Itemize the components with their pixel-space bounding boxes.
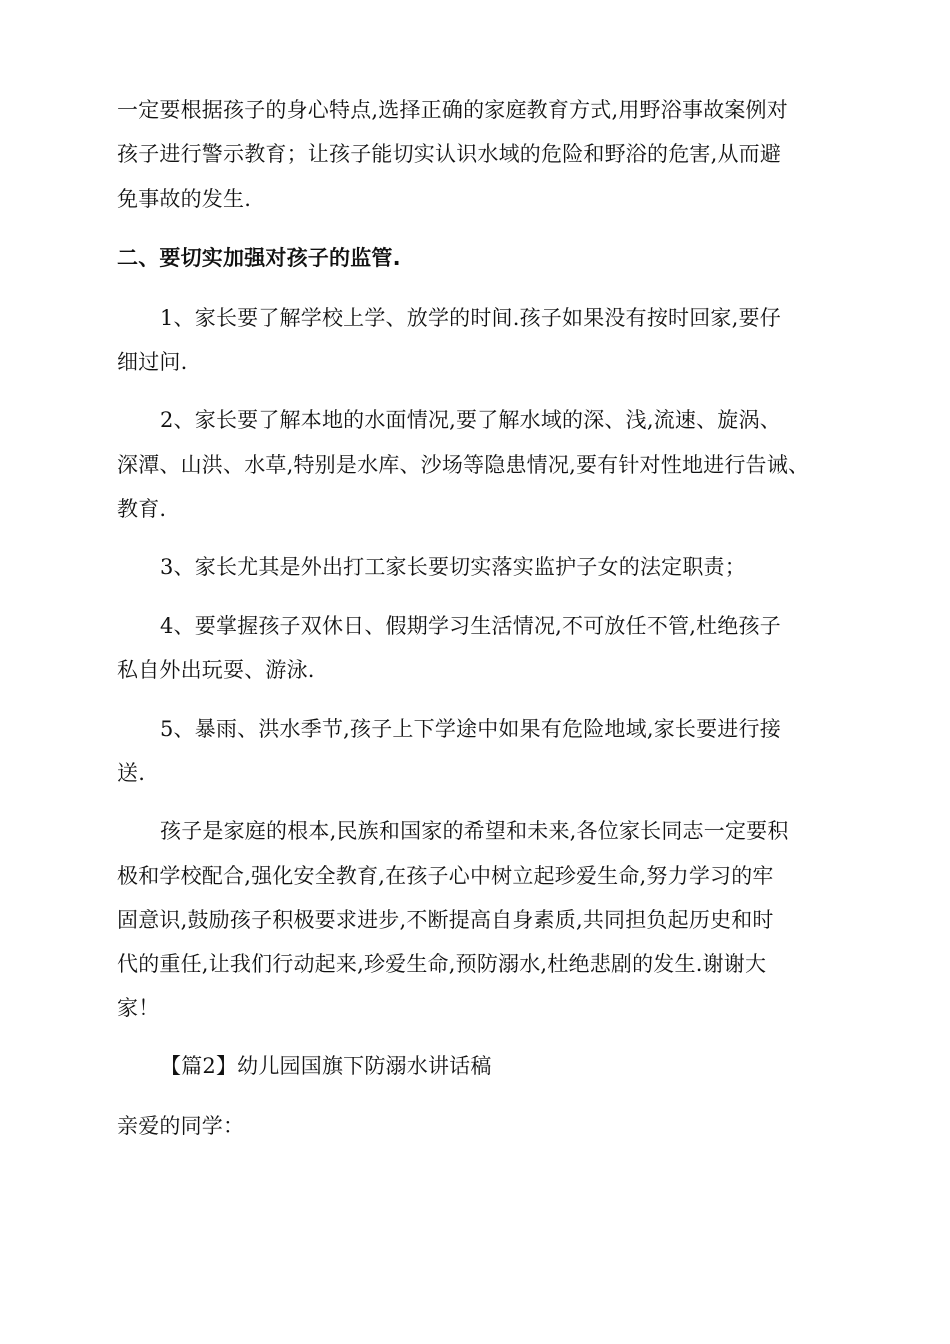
closing-line-1: 孩子是家庭的根本,民族和国家的希望和未来,各位家长同志一定要积 bbox=[160, 819, 789, 843]
intro-line-1: 一定要根据孩子的身心特点,选择正确的家庭教育方式,用野浴事故案例对 bbox=[117, 98, 788, 122]
item1-line-1: 1、家长要了解学校上学、放学的时间.孩子如果没有按时回家,要仔 bbox=[160, 306, 781, 330]
item4-line-1: 4、要掌握孩子双休日、假期学习生活情况,不可放任不管,杜绝孩子 bbox=[160, 614, 781, 638]
closing-line-3: 固意识,鼓励孩子积极要求进步,不断提高自身素质,共同担负起历史和时 bbox=[117, 908, 774, 932]
intro-line-3: 免事故的发生. bbox=[117, 187, 252, 211]
closing-line-4: 代的重任,让我们行动起来,珍爱生命,预防溺水,杜绝悲剧的发生.谢谢大 bbox=[117, 952, 767, 976]
item5-line-1: 5、暴雨、洪水季节,孩子上下学途中如果有危险地域,家长要进行接 bbox=[160, 717, 781, 741]
item5-line-2: 送. bbox=[117, 761, 146, 785]
section-heading: 二、要切实加强对孩子的监管. bbox=[117, 246, 401, 270]
item3-line-1: 3、家长尤其是外出打工家长要切实落实监护子女的法定职责； bbox=[160, 555, 746, 579]
closing-line-2: 极和学校配合,强化安全教育,在孩子心中树立起珍爱生命,努力学习的牢 bbox=[117, 864, 774, 888]
item2-line-2: 深潭、山洪、水草,特别是水库、沙场等隐患情况,要有针对性地进行告诫、 bbox=[117, 453, 810, 477]
closing-line-5: 家！ bbox=[117, 996, 160, 1020]
article2-title: 【篇2】幼儿园国旗下防溺水讲话稿 bbox=[160, 1054, 492, 1078]
item1-line-2: 细过问. bbox=[117, 350, 188, 374]
intro-line-2: 孩子进行警示教育；让孩子能切实认识水域的危险和野浴的危害,从而避 bbox=[117, 142, 782, 166]
item2-line-1: 2、家长要了解本地的水面情况,要了解水域的深、浅,流速、旋涡、 bbox=[160, 408, 781, 432]
item4-line-2: 私自外出玩耍、游泳. bbox=[117, 658, 315, 682]
item2-line-3: 教育. bbox=[117, 497, 167, 521]
greeting: 亲爱的同学： bbox=[117, 1114, 245, 1138]
